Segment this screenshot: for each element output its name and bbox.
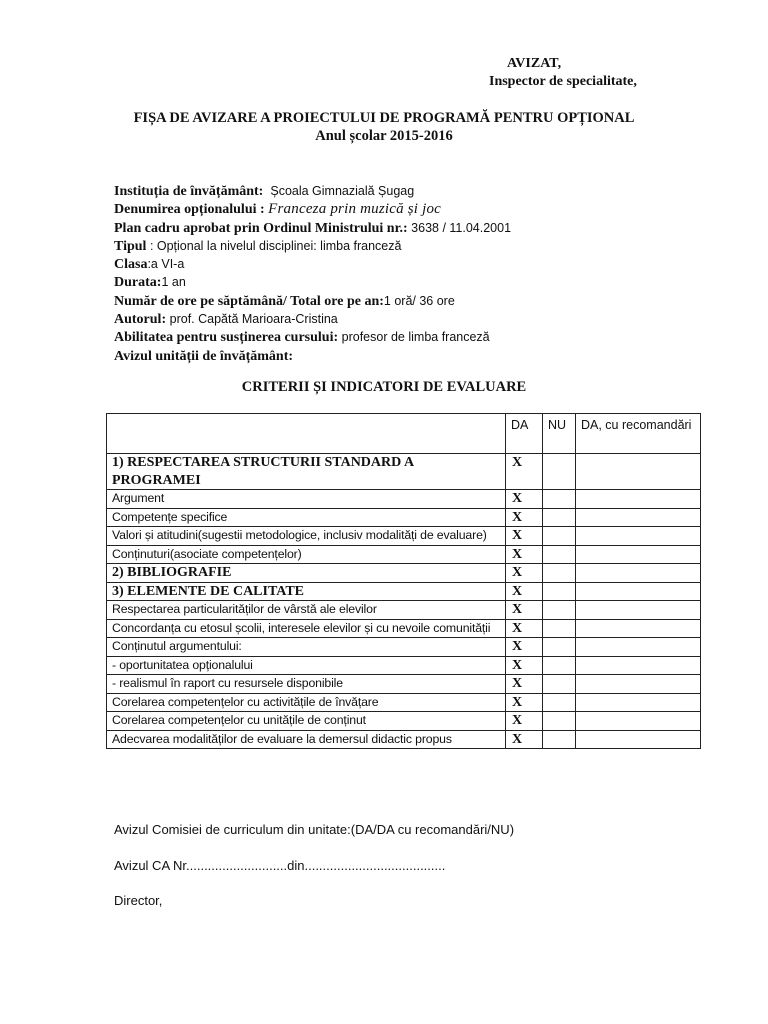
info-row-institution (114, 182, 734, 200)
info-row-optional-name (114, 200, 734, 218)
nu-cell (543, 490, 576, 509)
da-cell: X (506, 619, 543, 638)
da-cell: X (506, 638, 543, 657)
criterion-cell: Respectarea particularităților de vârstă ale elevilor (107, 601, 506, 620)
nu-cell (543, 454, 576, 490)
criteria-title: CRITERII ȘI INDICATORI DE EVALUARE (241, 379, 527, 395)
info-label: Tipul (114, 238, 147, 254)
info-label: Abilitatea pentru susținerea cursului: (114, 330, 339, 346)
criterion-cell: - realismul în raport cu resursele disponibile (107, 675, 506, 694)
criterion-cell: Concordanța cu etosul școlii, interesele elevilor și cu nevoile comunității (107, 619, 506, 638)
table-row (107, 490, 701, 509)
da-cell: X (506, 454, 543, 490)
recommendation-cell (576, 454, 701, 490)
info-value: 1 an (161, 275, 186, 290)
info-value: :a VI-a (147, 257, 185, 272)
header-cell-recommendations: DA, cu recomandări (576, 414, 701, 454)
info-row-type (114, 237, 734, 255)
info-label: Autorul: (114, 312, 167, 328)
recommendation-cell (576, 693, 701, 712)
criterion-cell: Argument (107, 490, 506, 509)
criterion-cell: Competențe specifice (107, 508, 506, 527)
nu-cell (543, 619, 576, 638)
recommendation-cell (576, 545, 701, 564)
nu-cell (543, 638, 576, 657)
info-value: 3638 / 11.04.2001 (411, 220, 512, 235)
header-cell-da: DA (506, 414, 543, 454)
criterion-cell: - oportunitatea opționalului (107, 656, 506, 675)
info-value: prof. Capătă Marioara-Cristina (169, 312, 338, 327)
recommendation-cell (576, 582, 701, 601)
criterion-cell: 2) BIBLIOGRAFIE (107, 564, 506, 583)
curriculum-committee-approval: Avizul Comisiei de curriculum din unitate:(DA/DA cu recomandări/NU) (114, 822, 515, 837)
table-row (107, 601, 701, 620)
table-row (107, 675, 701, 694)
table-section-row (107, 582, 701, 601)
info-value: profesor de limba franceză (341, 330, 490, 345)
nu-cell (543, 712, 576, 731)
da-cell: X (506, 582, 543, 601)
recommendation-cell (576, 619, 701, 638)
da-cell: X (506, 656, 543, 675)
criterion-cell: 1) RESPECTAREA STRUCTURII STANDARD A PROGRAMEI (107, 454, 506, 490)
avizat-label: AVIZAT, (507, 56, 562, 71)
table-row (107, 619, 701, 638)
nu-cell (543, 508, 576, 527)
table-row (107, 508, 701, 527)
recommendation-cell (576, 527, 701, 546)
header-cell-nu: NU (543, 414, 576, 454)
inspector-label: Inspector de specialitate, (489, 74, 637, 89)
info-row-duration (114, 273, 734, 291)
da-cell: X (506, 730, 543, 749)
table-row (107, 527, 701, 546)
info-row-class (114, 255, 734, 273)
info-row-ability (114, 328, 734, 346)
da-cell: X (506, 508, 543, 527)
table-section-row (107, 454, 701, 490)
nu-cell (543, 730, 576, 749)
criterion-cell: Corelarea competențelor cu unitățile de conținut (107, 712, 506, 731)
table-row (107, 545, 701, 564)
info-section (114, 182, 734, 365)
criterion-cell: Valori și atitudini(sugestii metodologice, inclusiv modalități de evaluare) (107, 527, 506, 546)
recommendation-cell (576, 656, 701, 675)
recommendation-cell (576, 712, 701, 731)
approval-block (0, 56, 768, 96)
nu-cell (543, 601, 576, 620)
info-label: Număr de ore pe săptămână/ Total ore pe an: (114, 293, 384, 309)
criterion-cell: Conținutul argumentului: (107, 638, 506, 657)
recommendation-cell (576, 508, 701, 527)
board-approval-line: Avizul CA Nr............................din....................................... (114, 858, 446, 873)
info-label: Instituția de învățământ: (114, 184, 264, 199)
table-row (107, 638, 701, 657)
nu-cell (543, 564, 576, 583)
info-row-author (114, 310, 734, 328)
table-row (107, 693, 701, 712)
info-row-hours (114, 292, 734, 310)
table-row (107, 712, 701, 731)
info-row-unit-approval (114, 347, 734, 365)
table-header-row (107, 414, 701, 454)
info-value: Franceza prin muzică și joc (268, 201, 442, 218)
recommendation-cell (576, 564, 701, 583)
nu-cell (543, 582, 576, 601)
info-label: Denumirea opționalului : (114, 202, 265, 218)
header-cell-criterion (107, 414, 506, 454)
table-section-row (107, 564, 701, 583)
nu-cell (543, 527, 576, 546)
nu-cell (543, 675, 576, 694)
da-cell: X (506, 601, 543, 620)
nu-cell (543, 656, 576, 675)
da-cell: X (506, 712, 543, 731)
criteria-table (106, 413, 701, 749)
info-value: 1 oră/ 36 ore (383, 293, 455, 308)
criterion-cell: 3) ELEMENTE DE CALITATE (107, 582, 506, 601)
da-cell: X (506, 527, 543, 546)
info-label: Durata: (114, 275, 162, 291)
table-row (107, 730, 701, 749)
table-row (107, 656, 701, 675)
da-cell: X (506, 545, 543, 564)
da-cell: X (506, 693, 543, 712)
recommendation-cell (576, 601, 701, 620)
criterion-cell: Adecvarea modalităților de evaluare la demersul didactic propus (107, 730, 506, 749)
recommendation-cell (576, 490, 701, 509)
criterion-cell: Corelarea competențelor cu activitățile de învățare (107, 693, 506, 712)
nu-cell (543, 693, 576, 712)
info-row-plan (114, 219, 734, 237)
recommendation-cell (576, 638, 701, 657)
info-value: Școala Gimnazială Șugag (270, 184, 415, 198)
recommendation-cell (576, 730, 701, 749)
info-label: Clasa (114, 257, 148, 273)
criterion-cell: Conținuturi(asociate competențelor) (107, 545, 506, 564)
da-cell: X (506, 675, 543, 694)
school-year: Anul școlar 2015-2016 (315, 128, 453, 144)
info-label: Plan cadru aprobat prin Ordinul Ministrului nr.: (114, 220, 408, 236)
da-cell: X (506, 490, 543, 509)
info-label: Avizul unității de învățământ: (114, 348, 294, 364)
recommendation-cell (576, 675, 701, 694)
da-cell: X (506, 564, 543, 583)
nu-cell (543, 545, 576, 564)
director-label: Director, (114, 893, 163, 908)
info-value: : Opțional la nivelul disciplinei: limba franceză (149, 238, 402, 253)
document-title: FIȘA DE AVIZARE A PROIECTULUI DE PROGRAMĂ PENTRU OPȚIONAL (133, 110, 635, 126)
